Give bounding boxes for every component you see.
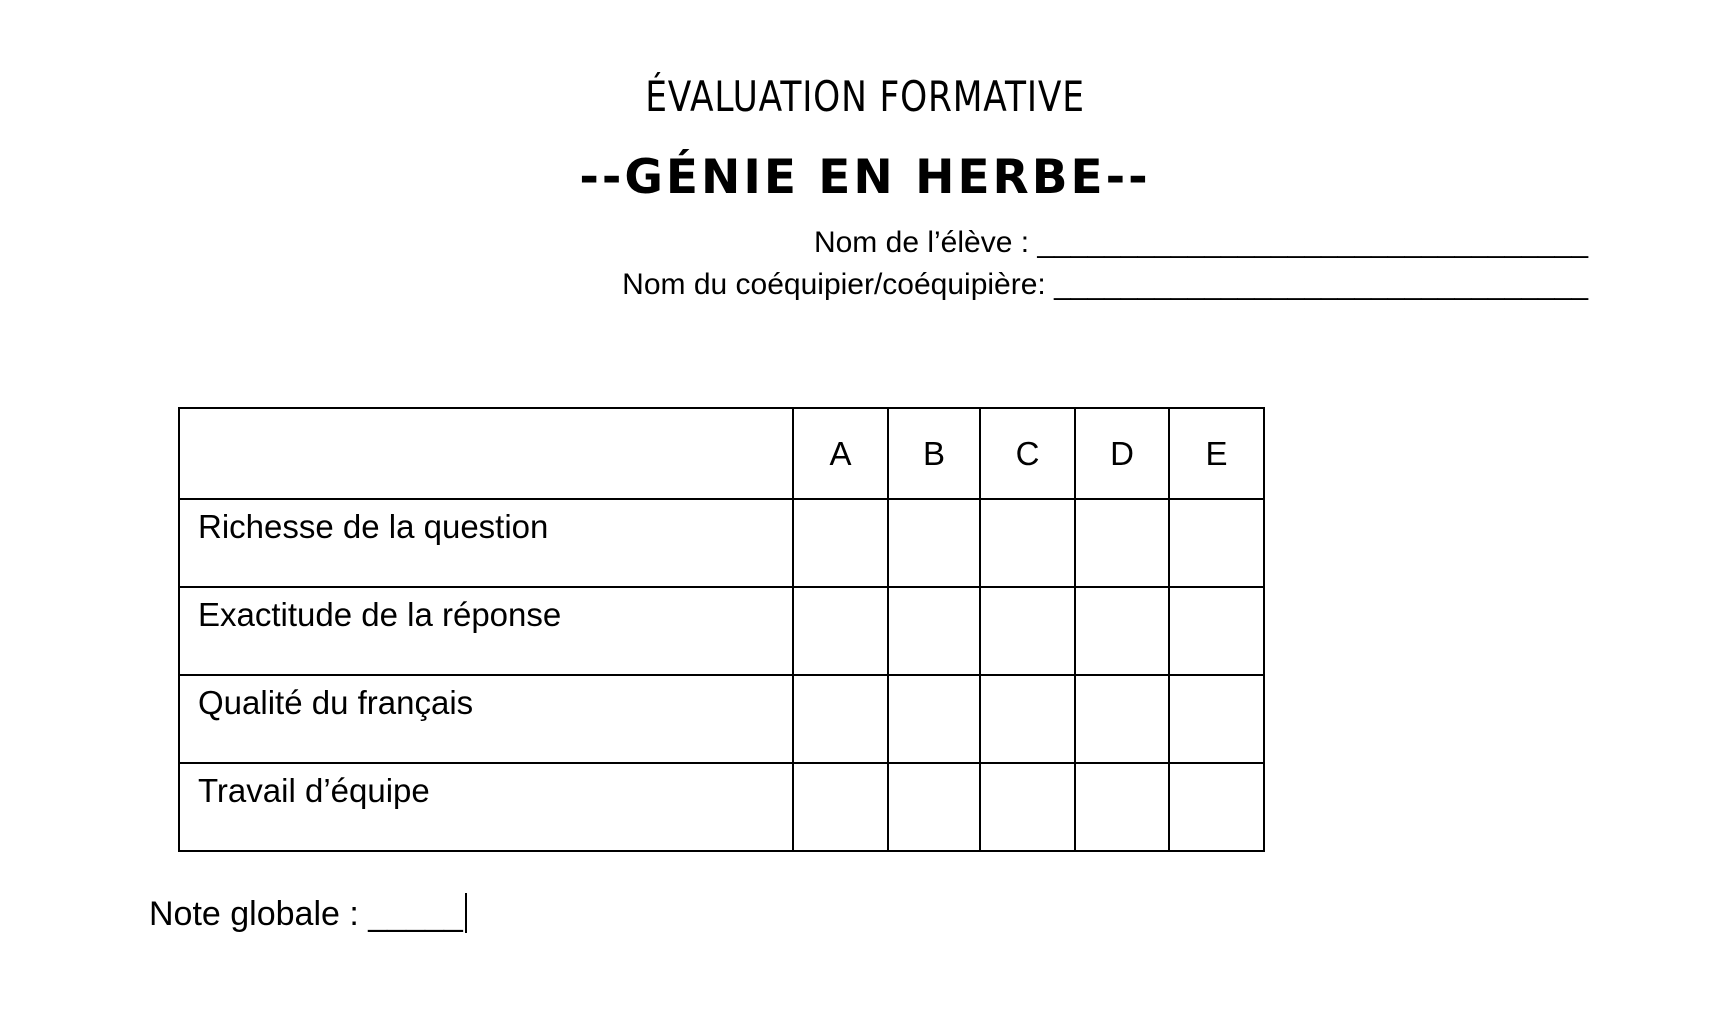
grid-row — [179, 763, 1264, 851]
grid-cell-c[interactable] — [980, 763, 1075, 851]
teammate-name-label: Nom du coéquipier/coéquipière: — [622, 268, 1046, 301]
grid-cell-a[interactable] — [793, 675, 888, 763]
grid-cell-a[interactable] — [793, 763, 888, 851]
grid-header-row — [179, 408, 1264, 499]
grid-header-criteria — [179, 408, 793, 499]
student-name-blank[interactable]: _________________________________ — [1037, 226, 1588, 259]
grid-cell-c[interactable] — [980, 675, 1075, 763]
grid-cell-e[interactable] — [1169, 499, 1264, 587]
grid-cell-d[interactable] — [1075, 499, 1169, 587]
grid-cell-a[interactable] — [793, 587, 888, 675]
grid-cell-e[interactable] — [1169, 763, 1264, 851]
grid-header-b: B — [888, 408, 980, 499]
grid-cell-b[interactable] — [888, 763, 980, 851]
grid-header-c: C — [980, 408, 1075, 499]
grid-cell-a[interactable] — [793, 499, 888, 587]
grid-cell-b[interactable] — [888, 587, 980, 675]
overall-grade-label: Note globale : — [149, 895, 359, 933]
teammate-name-line — [622, 268, 1588, 302]
grid-cell-b[interactable] — [888, 499, 980, 587]
teammate-name-blank[interactable]: ________________________________ — [1054, 268, 1588, 301]
criterion-label: Exactitude de la réponse — [179, 587, 793, 675]
overall-grade-blank[interactable]: _____ — [368, 895, 463, 933]
grid-row — [179, 587, 1264, 675]
grid-cell-c[interactable] — [980, 587, 1075, 675]
grid-header-a: A — [793, 408, 888, 499]
grid-cell-d[interactable] — [1075, 763, 1169, 851]
grid-header-d: D — [1075, 408, 1169, 499]
criterion-label: Richesse de la question — [179, 499, 793, 587]
document-subtitle: --GÉNIE EN HERBE-- — [579, 150, 1151, 205]
grid-cell-e[interactable] — [1169, 587, 1264, 675]
grid-cell-e[interactable] — [1169, 675, 1264, 763]
criterion-label: Travail d’équipe — [179, 763, 793, 851]
evaluation-grid — [178, 407, 1265, 852]
grid-header-e: E — [1169, 408, 1264, 499]
text-cursor — [465, 893, 467, 933]
student-name-line — [814, 226, 1588, 260]
document-title: ÉVALUATION FORMATIVE — [645, 72, 1085, 121]
student-name-label: Nom de l’élève : — [813, 226, 1030, 259]
grid-row — [179, 499, 1264, 587]
grid-cell-c[interactable] — [980, 499, 1075, 587]
criterion-label: Qualité du français — [179, 675, 793, 763]
grid-cell-b[interactable] — [888, 675, 980, 763]
grid-row — [179, 675, 1264, 763]
grid-cell-d[interactable] — [1075, 675, 1169, 763]
grid-cell-d[interactable] — [1075, 587, 1169, 675]
overall-grade-line — [149, 893, 467, 934]
